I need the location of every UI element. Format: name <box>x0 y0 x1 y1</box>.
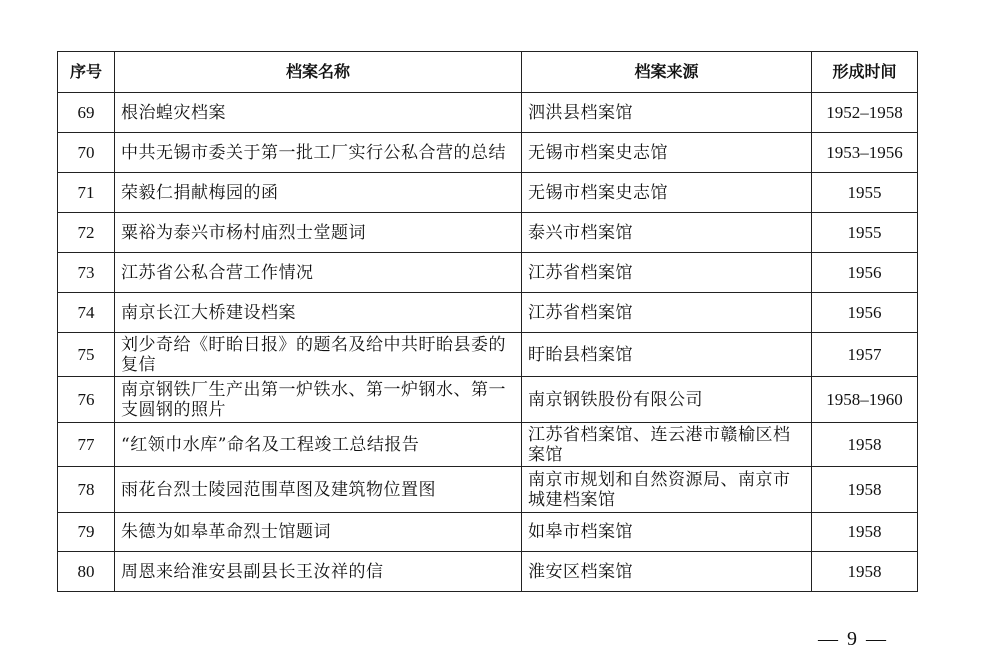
cell-year: 1958 <box>812 423 918 467</box>
header-seq: 序号 <box>58 52 115 93</box>
table-row <box>58 133 918 173</box>
cell-archive-source: 泰兴市档案馆 <box>522 213 812 253</box>
cell-archive-source: 江苏省档案馆 <box>522 253 812 293</box>
cell-year: 1953–1956 <box>812 133 918 173</box>
cell-year: 1952–1958 <box>812 93 918 133</box>
cell-archive-name: 荣毅仁捐献梅园的函 <box>115 173 522 213</box>
cell-archive-name: 朱德为如皋革命烈士馆题词 <box>115 513 522 552</box>
cell-archive-source: 如皋市档案馆 <box>522 513 812 552</box>
table-row <box>58 333 918 377</box>
cell-seq: 77 <box>58 423 115 467</box>
cell-archive-source: 泗洪县档案馆 <box>522 93 812 133</box>
cell-year: 1958 <box>812 513 918 552</box>
archive-table <box>57 51 918 592</box>
cell-archive-name: 周恩来给淮安县副县长王汝祥的信 <box>115 552 522 592</box>
table-row <box>58 293 918 333</box>
cell-archive-source: 无锡市档案史志馆 <box>522 133 812 173</box>
cell-seq: 71 <box>58 173 115 213</box>
cell-year: 1956 <box>812 293 918 333</box>
table-header-row <box>58 52 918 93</box>
cell-archive-source: 南京市规划和自然资源局、南京市城建档案馆 <box>522 467 812 513</box>
cell-seq: 70 <box>58 133 115 173</box>
table-row <box>58 467 918 513</box>
cell-archive-name: 南京钢铁厂生产出第一炉铁水、第一炉钢水、第一支圆钢的照片 <box>115 377 522 423</box>
table-row <box>58 253 918 293</box>
cell-archive-source: 无锡市档案史志馆 <box>522 173 812 213</box>
cell-seq: 79 <box>58 513 115 552</box>
cell-year: 1958 <box>812 467 918 513</box>
table-row <box>58 213 918 253</box>
cell-seq: 80 <box>58 552 115 592</box>
table-row <box>58 423 918 467</box>
cell-seq: 76 <box>58 377 115 423</box>
cell-archive-source: 江苏省档案馆、连云港市赣榆区档案馆 <box>522 423 812 467</box>
cell-archive-source: 南京钢铁股份有限公司 <box>522 377 812 423</box>
cell-year: 1957 <box>812 333 918 377</box>
cell-archive-source: 盱眙县档案馆 <box>522 333 812 377</box>
cell-archive-name: “红领巾水库”命名及工程竣工总结报告 <box>115 423 522 467</box>
table-row <box>58 552 918 592</box>
header-archive-source: 档案来源 <box>522 52 812 93</box>
cell-year: 1958 <box>812 552 918 592</box>
cell-archive-name: 刘少奇给《盱眙日报》的题名及给中共盱眙县委的复信 <box>115 333 522 377</box>
cell-seq: 75 <box>58 333 115 377</box>
cell-archive-source: 江苏省档案馆 <box>522 293 812 333</box>
table-row <box>58 173 918 213</box>
header-archive-name: 档案名称 <box>115 52 522 93</box>
table-row <box>58 377 918 423</box>
cell-seq: 73 <box>58 253 115 293</box>
table-row <box>58 513 918 552</box>
cell-year: 1958–1960 <box>812 377 918 423</box>
cell-seq: 72 <box>58 213 115 253</box>
cell-seq: 78 <box>58 467 115 513</box>
cell-seq: 74 <box>58 293 115 333</box>
table-row <box>58 93 918 133</box>
cell-archive-name: 根治蝗灾档案 <box>115 93 522 133</box>
cell-year: 1955 <box>812 213 918 253</box>
cell-archive-name: 雨花台烈士陵园范围草图及建筑物位置图 <box>115 467 522 513</box>
cell-year: 1955 <box>812 173 918 213</box>
header-formation-time: 形成时间 <box>812 52 918 93</box>
cell-archive-name: 南京长江大桥建设档案 <box>115 293 522 333</box>
cell-archive-source: 淮安区档案馆 <box>522 552 812 592</box>
cell-seq: 69 <box>58 93 115 133</box>
cell-archive-name: 中共无锡市委关于第一批工厂实行公私合营的总结 <box>115 133 522 173</box>
cell-year: 1956 <box>812 253 918 293</box>
cell-archive-name: 粟裕为泰兴市杨村庙烈士堂题词 <box>115 213 522 253</box>
cell-archive-name: 江苏省公私合营工作情况 <box>115 253 522 293</box>
page-number: — 9 — <box>818 628 888 650</box>
